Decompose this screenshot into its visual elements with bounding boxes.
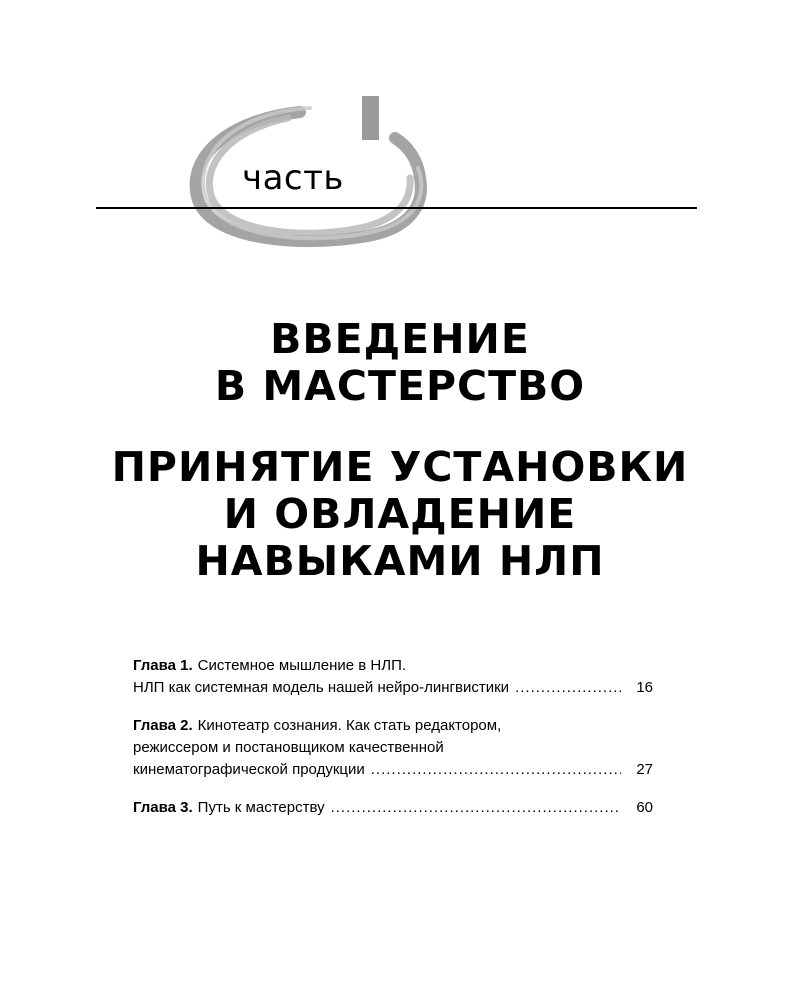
title-line: НАВЫКАМИ НЛП xyxy=(195,537,605,585)
part-numeral-icon xyxy=(362,96,379,140)
toc-chapter-title: режиссером и постановщиком качественной xyxy=(133,739,444,756)
part-ornament xyxy=(0,0,800,260)
title-line: ВВЕДЕНИЕ xyxy=(270,315,530,363)
toc-chapter-label: Глава 1. xyxy=(133,657,193,674)
title-line: И ОВЛАДЕНИЕ xyxy=(223,490,577,538)
title-line: ПРИНЯТИЕ УСТАНОВКИ xyxy=(111,443,689,491)
toc-leader-dots xyxy=(515,677,621,699)
title-line: В МАСТЕРСТВО xyxy=(214,362,586,410)
toc-chapter-title: кинематографической продукции xyxy=(133,761,365,778)
toc-chapter-title: Системное мышление в НЛП. xyxy=(197,657,407,674)
part-titles xyxy=(0,316,800,585)
title-block-skills xyxy=(0,444,800,585)
toc-leader-dots xyxy=(331,797,621,819)
toc-chapter-label: Глава 3. xyxy=(133,799,193,816)
toc-leader-dots xyxy=(371,759,621,781)
toc-page-number: 16 xyxy=(636,679,653,696)
toc-chapter-title: НЛП как системная модель нашей нейро-лингвистики xyxy=(133,679,510,696)
toc-entry-chapter-3[interactable] xyxy=(133,797,653,819)
toc-entry-chapter-1[interactable] xyxy=(133,655,653,699)
part-header xyxy=(0,0,800,260)
toc-entry-chapter-2[interactable] xyxy=(133,715,653,781)
part-label: часть xyxy=(242,158,344,198)
toc-chapter-title: Кинотеатр сознания. Как стать редактором, xyxy=(197,717,502,734)
toc-chapter-title: Путь к мастерству xyxy=(197,799,325,816)
table-of-contents xyxy=(133,655,653,835)
toc-page-number: 60 xyxy=(636,799,653,816)
title-block-intro xyxy=(0,316,800,410)
toc-chapter-label: Глава 2. xyxy=(133,717,193,734)
toc-page-number: 27 xyxy=(636,761,653,778)
